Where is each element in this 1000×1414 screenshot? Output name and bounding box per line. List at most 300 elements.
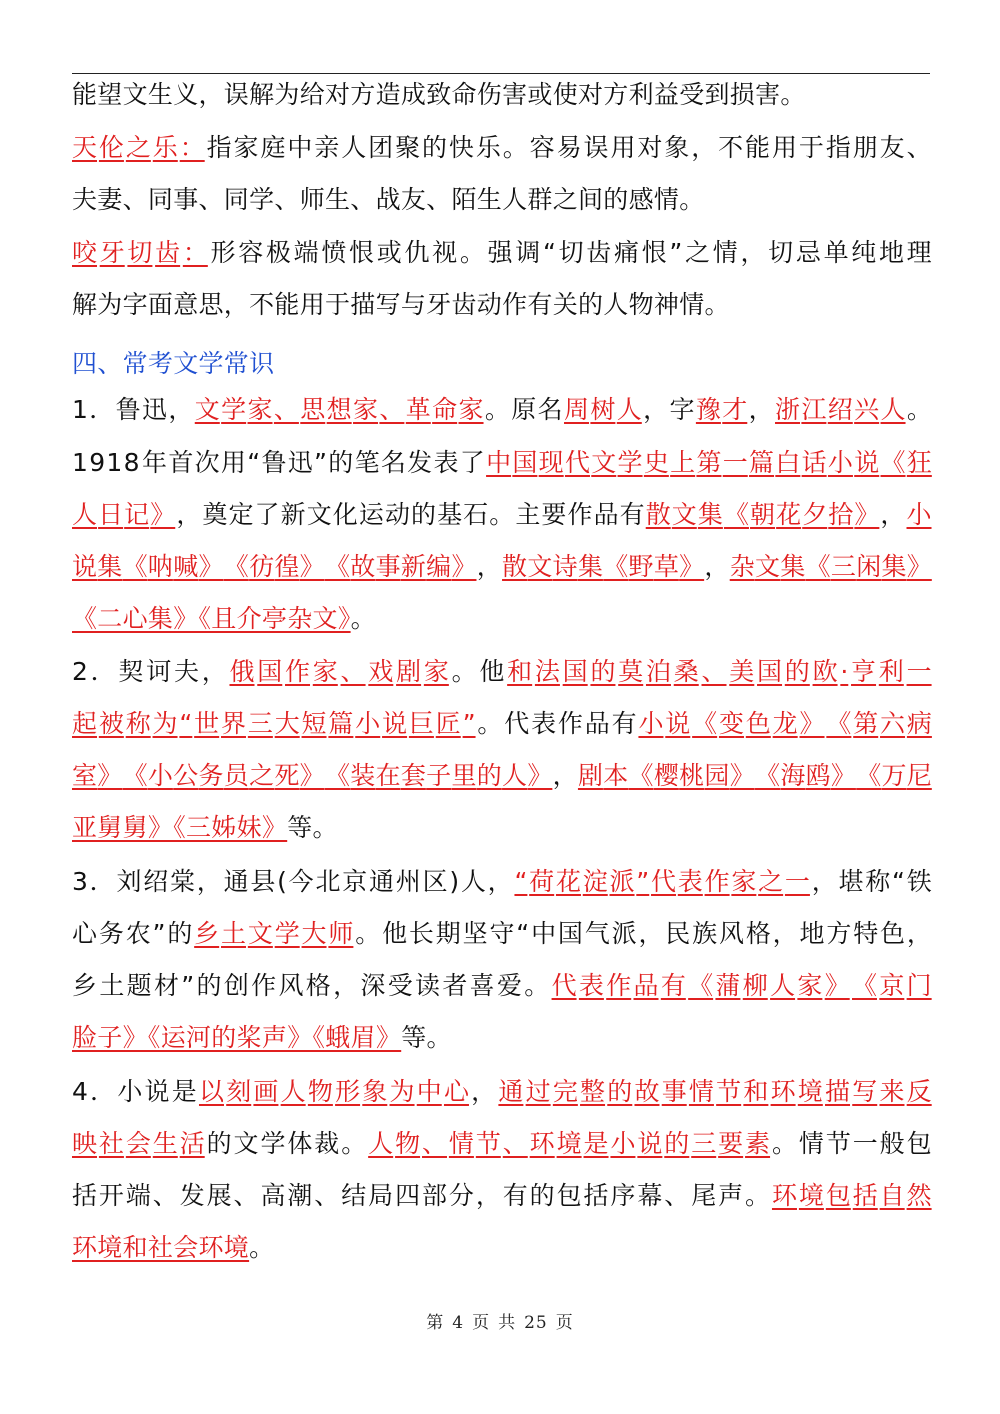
highlighted-term: 上 bbox=[670, 448, 696, 477]
text-segment: ． bbox=[89, 867, 115, 896]
text-segment: ) bbox=[449, 867, 460, 896]
text-segment: 迅 bbox=[287, 448, 313, 477]
text-segment: ， bbox=[643, 395, 669, 424]
text-segment: 特 bbox=[853, 919, 879, 948]
highlighted-term: 俄 bbox=[229, 657, 255, 686]
text-segment: 他 bbox=[479, 657, 505, 686]
text-segment: ， bbox=[176, 500, 202, 529]
text-segment: 人 bbox=[341, 133, 367, 162]
highlighted-term: 是 bbox=[583, 1129, 609, 1158]
text-segment: 指 bbox=[825, 133, 851, 162]
text-segment: 要 bbox=[541, 500, 567, 529]
text-segment: 恨 bbox=[641, 238, 667, 267]
highlighted-term: 闲 bbox=[856, 552, 882, 581]
highlighted-term: 海 bbox=[780, 761, 806, 790]
text-segment: 地 bbox=[799, 919, 825, 948]
text-segment: 鲁 bbox=[115, 395, 141, 424]
text-segment: ， bbox=[475, 1181, 501, 1210]
highlighted-term: 故 bbox=[634, 1077, 660, 1106]
text-segment: 通 bbox=[369, 867, 395, 896]
text-segment: 纯 bbox=[851, 238, 877, 267]
highlighted-term: 鸥 bbox=[805, 761, 831, 790]
highlighted-term: 狂 bbox=[906, 448, 932, 477]
highlighted-term: 夕 bbox=[802, 500, 828, 529]
highlighted-term: 乐 bbox=[152, 133, 178, 162]
text-segment: 象 bbox=[664, 133, 690, 162]
text-segment: 声 bbox=[718, 1181, 744, 1210]
highlighted-term: 第 bbox=[696, 448, 722, 477]
highlighted-term: 家 bbox=[423, 657, 449, 686]
highlighted-term: 装 bbox=[350, 761, 376, 790]
text-segment: 的 bbox=[328, 448, 354, 477]
text-segment: 代 bbox=[504, 709, 530, 738]
text-segment: 有 bbox=[502, 1181, 528, 1210]
text-segment: 农 bbox=[125, 919, 151, 948]
text-segment: 节 bbox=[825, 1129, 851, 1158]
highlighted-term: 境 bbox=[797, 1077, 823, 1106]
text-segment: “ bbox=[247, 448, 261, 477]
text-segment: 局 bbox=[368, 1181, 394, 1210]
highlighted-term: 人 bbox=[72, 500, 98, 529]
highlighted-term: 活 bbox=[179, 1129, 205, 1158]
highlighted-term: 齿 bbox=[155, 238, 181, 267]
highlighted-term: 》 bbox=[729, 761, 755, 790]
highlighted-term: 野 bbox=[628, 552, 654, 581]
highlighted-term: 套 bbox=[400, 761, 426, 790]
highlighted-term: 彷 bbox=[249, 552, 275, 581]
highlighted-term: 、 bbox=[502, 1129, 528, 1158]
highlighted-term: 家 bbox=[353, 395, 379, 424]
text-segment: 恨 bbox=[349, 238, 375, 267]
highlighted-term: “ bbox=[179, 709, 193, 738]
text-segment: 。 bbox=[524, 971, 550, 1000]
highlighted-term: 一 bbox=[722, 448, 748, 477]
text-segment: 说 bbox=[144, 1077, 170, 1106]
text-segment: ． bbox=[90, 1077, 116, 1106]
text-segment: 团 bbox=[368, 133, 394, 162]
text-segment: 等。 bbox=[401, 1023, 452, 1052]
text-line bbox=[72, 547, 932, 587]
text-line bbox=[72, 75, 932, 115]
text-segment: 。 bbox=[477, 709, 503, 738]
text-segment: 是 bbox=[171, 1077, 197, 1106]
highlighted-term: 大 bbox=[301, 919, 327, 948]
highlighted-term: 一 bbox=[784, 867, 810, 896]
highlighted-term: 史 bbox=[643, 448, 669, 477]
footer-page-word: 页 bbox=[472, 1313, 491, 1333]
highlighted-term: 才 bbox=[722, 395, 748, 424]
text-segment: 州 bbox=[395, 867, 421, 896]
text-segment: 称 bbox=[865, 867, 891, 896]
highlighted-term: 《 bbox=[324, 761, 350, 790]
highlighted-term: 白 bbox=[775, 448, 801, 477]
text-segment: 心 bbox=[72, 919, 98, 948]
text-segment: 色 bbox=[880, 919, 906, 948]
text-segment: 运 bbox=[358, 500, 384, 529]
highlighted-term: 第 bbox=[853, 709, 879, 738]
highlighted-term: 中 bbox=[416, 1077, 442, 1106]
highlighted-term: 、 bbox=[421, 1129, 447, 1158]
highlighted-term: 环境和社会环境 bbox=[72, 1233, 250, 1262]
highlighted-term: 的 bbox=[664, 1129, 690, 1158]
highlighted-term: 思 bbox=[300, 395, 326, 424]
text-line bbox=[72, 443, 932, 483]
text-segment: 基 bbox=[437, 500, 463, 529]
highlighted-term: 》 bbox=[97, 761, 123, 790]
highlighted-term: 散 bbox=[502, 552, 528, 581]
text-segment: 、 bbox=[664, 1181, 690, 1210]
text-line bbox=[72, 1176, 932, 1216]
text-segment: 新 bbox=[280, 500, 306, 529]
highlighted-term: 学 bbox=[221, 395, 247, 424]
text-segment: 容 bbox=[529, 133, 555, 162]
text-segment: 愤 bbox=[321, 238, 347, 267]
highlighted-term: 》 bbox=[451, 552, 477, 581]
text-segment: ， bbox=[552, 761, 578, 790]
text-segment: ， bbox=[880, 500, 906, 529]
highlighted-term: 拾 bbox=[828, 500, 854, 529]
highlighted-term: 作 bbox=[704, 867, 730, 896]
highlighted-term: 代 bbox=[564, 448, 590, 477]
highlighted-term: 之 bbox=[125, 133, 151, 162]
highlighted-term: 之 bbox=[758, 867, 784, 896]
highlighted-term: 自 bbox=[879, 1181, 905, 1210]
text-segment: 作 bbox=[251, 971, 277, 1000]
highlighted-term: 草 bbox=[653, 552, 679, 581]
text-segment: ， bbox=[704, 552, 730, 581]
highlighted-term: ： bbox=[179, 133, 205, 162]
highlighted-term: 画 bbox=[253, 1077, 279, 1106]
highlighted-term: 社 bbox=[98, 1129, 124, 1158]
highlighted-term: 编 bbox=[426, 552, 452, 581]
highlighted-term: 包 bbox=[825, 1181, 851, 1210]
text-segment: “ bbox=[542, 238, 556, 267]
highlighted-term: 人 bbox=[368, 1129, 394, 1158]
text-segment: 9 bbox=[89, 448, 106, 477]
text-segment: 年 bbox=[142, 448, 168, 477]
footer-total-pages: 25 bbox=[524, 1313, 548, 1333]
highlighted-term: 节 bbox=[716, 1077, 742, 1106]
highlighted-term: 新 bbox=[400, 552, 426, 581]
highlighted-term: 泊 bbox=[645, 657, 671, 686]
highlighted-term: 映 bbox=[72, 1129, 98, 1158]
text-line bbox=[72, 180, 932, 220]
highlighted-term: 》 bbox=[527, 761, 553, 790]
highlighted-term: 命 bbox=[432, 395, 458, 424]
highlighted-term: 》 bbox=[299, 552, 325, 581]
text-segment: 括 bbox=[583, 1181, 609, 1210]
highlighted-term: 的 bbox=[784, 657, 810, 686]
highlighted-term: 门 bbox=[906, 971, 932, 1000]
text-segment: 表 bbox=[531, 709, 557, 738]
highlighted-term: 里 bbox=[451, 761, 477, 790]
highlighted-term: 完 bbox=[552, 1077, 578, 1106]
text-segment: 易 bbox=[556, 133, 582, 162]
text-segment: 文 bbox=[233, 1129, 259, 1158]
text-segment: 发 bbox=[407, 448, 433, 477]
highlighted-term: 》 bbox=[824, 971, 850, 1000]
highlighted-term: 小 bbox=[906, 500, 932, 529]
text-segment: 不 bbox=[718, 133, 744, 162]
highlighted-term: 国 bbox=[512, 448, 538, 477]
highlighted-term: 六 bbox=[880, 709, 906, 738]
text-segment: 爱 bbox=[496, 971, 522, 1000]
document-body bbox=[72, 0, 932, 1414]
highlighted-term: 素 bbox=[745, 1129, 771, 1158]
text-segment: 中 bbox=[531, 919, 557, 948]
highlighted-term: 为 bbox=[389, 1077, 415, 1106]
text-segment: 务 bbox=[98, 919, 124, 948]
highlighted-term: 过 bbox=[525, 1077, 551, 1106]
text-segment: 包 bbox=[556, 1181, 582, 1210]
highlighted-term: 文 bbox=[527, 552, 553, 581]
highlighted-term: 集 bbox=[97, 552, 123, 581]
highlighted-term: 的 bbox=[607, 1077, 633, 1106]
highlighted-term: ” bbox=[636, 867, 650, 896]
highlighted-term: 》 bbox=[830, 761, 856, 790]
text-segment: 通 bbox=[223, 867, 249, 896]
highlighted-term: 生 bbox=[152, 1129, 178, 1158]
text-segment: 一 bbox=[852, 1129, 878, 1158]
text-segment: 发 bbox=[179, 1181, 205, 1210]
highlighted-term: 形 bbox=[335, 1077, 361, 1106]
highlighted-term: 家 bbox=[797, 971, 823, 1000]
text-segment: 格 bbox=[305, 971, 331, 1000]
text-segment: 中 bbox=[287, 133, 313, 162]
highlighted-term: 写 bbox=[852, 1077, 878, 1106]
text-segment: 的 bbox=[421, 133, 447, 162]
text-segment: 派 bbox=[611, 919, 637, 948]
highlighted-term: 文 bbox=[591, 448, 617, 477]
text-segment: 题 bbox=[126, 971, 152, 1000]
text-segment: 化 bbox=[332, 500, 358, 529]
highlighted-term: 物 bbox=[307, 1077, 333, 1106]
text-segment: 忌 bbox=[795, 238, 821, 267]
text-segment: 动 bbox=[384, 500, 410, 529]
text-segment: 强 bbox=[487, 238, 513, 267]
text-segment: 族 bbox=[692, 919, 718, 948]
highlighted-term: 》 bbox=[799, 709, 825, 738]
text-segment: 极 bbox=[265, 238, 291, 267]
highlighted-term: 描 bbox=[825, 1077, 851, 1106]
text-segment: 序 bbox=[610, 1181, 636, 1210]
text-segment: 石 bbox=[463, 500, 489, 529]
highlighted-term: 集 bbox=[697, 500, 723, 529]
text-segment: 长 bbox=[408, 919, 434, 948]
highlighted-term: 柳 bbox=[742, 971, 768, 1000]
text-segment: 名 bbox=[380, 448, 406, 477]
text-segment: 端 bbox=[293, 238, 319, 267]
text-segment: 。 bbox=[355, 919, 381, 948]
text-segment: 方 bbox=[826, 919, 852, 948]
highlighted-term: 表 bbox=[677, 867, 703, 896]
highlighted-term: 室 bbox=[72, 761, 98, 790]
text-segment: ” bbox=[181, 971, 195, 1000]
highlighted-term: 反 bbox=[906, 1077, 932, 1106]
highlighted-term: 环 bbox=[770, 1077, 796, 1106]
highlighted-term: 记 bbox=[124, 500, 150, 529]
text-segment: 深 bbox=[360, 971, 386, 1000]
text-segment: 京 bbox=[342, 867, 368, 896]
highlighted-term: 《 bbox=[122, 552, 148, 581]
text-segment: 之 bbox=[685, 238, 711, 267]
text-segment: 8 bbox=[123, 448, 140, 477]
highlighted-term: 人 bbox=[770, 971, 796, 1000]
text-line bbox=[72, 966, 932, 1006]
text-segment: ( bbox=[277, 867, 287, 896]
highlighted-term: 牙 bbox=[99, 238, 125, 267]
highlighted-term: 代 bbox=[551, 971, 577, 1000]
text-segment: 守 bbox=[489, 919, 515, 948]
text-segment: 包 bbox=[906, 1129, 932, 1158]
text-segment: 尾 bbox=[691, 1181, 717, 1210]
highlighted-term: 》 bbox=[906, 552, 932, 581]
text-segment: 的 bbox=[167, 919, 193, 948]
highlighted-term: 兴 bbox=[854, 395, 880, 424]
text-segment: 了 bbox=[459, 448, 485, 477]
text-segment: 国 bbox=[557, 919, 583, 948]
text-segment: 能望文生义，误解为给对方造成致命伤害或使对方利益受到损害。 bbox=[72, 80, 806, 109]
text-segment: 有 bbox=[611, 709, 637, 738]
text-segment: 1 bbox=[106, 448, 123, 477]
highlighted-term: 三 bbox=[247, 709, 273, 738]
text-segment: 创 bbox=[223, 971, 249, 1000]
text-segment: 堪 bbox=[838, 867, 864, 896]
highlighted-term: 剧 bbox=[396, 657, 422, 686]
text-segment: 等。 bbox=[287, 813, 338, 842]
text-segment: 高 bbox=[260, 1181, 286, 1210]
text-segment: 材 bbox=[153, 971, 179, 1000]
highlighted-term: 和 bbox=[507, 657, 533, 686]
highlighted-term: 浙 bbox=[775, 395, 801, 424]
text-line bbox=[72, 128, 932, 168]
highlighted-term: 亨 bbox=[851, 657, 877, 686]
highlighted-term: 作 bbox=[285, 657, 311, 686]
highlighted-term: 篇 bbox=[328, 709, 354, 738]
highlighted-term: 利 bbox=[878, 657, 904, 686]
highlighted-term: 称 bbox=[125, 709, 151, 738]
highlighted-term: 说 bbox=[665, 709, 691, 738]
highlighted-term: 要 bbox=[718, 1129, 744, 1158]
highlighted-term: 大 bbox=[274, 709, 300, 738]
highlighted-term: 莫 bbox=[618, 657, 644, 686]
highlighted-term: 色 bbox=[745, 709, 771, 738]
text-segment: 朋 bbox=[852, 133, 878, 162]
highlighted-term: 界 bbox=[221, 709, 247, 738]
text-segment: 聚 bbox=[395, 133, 421, 162]
text-segment: 他 bbox=[382, 919, 408, 948]
text-segment: 风 bbox=[278, 971, 304, 1000]
highlighted-term: 在 bbox=[375, 761, 401, 790]
highlighted-term: 《 bbox=[723, 500, 749, 529]
text-segment: 仇 bbox=[404, 238, 430, 267]
text-line bbox=[72, 914, 932, 954]
text-segment: 括 bbox=[72, 1181, 98, 1210]
text-segment: 乐 bbox=[475, 133, 501, 162]
text-segment: 裁 bbox=[314, 1129, 340, 1158]
text-segment: 棠 bbox=[170, 867, 196, 896]
highlighted-term: 《 bbox=[880, 448, 906, 477]
highlighted-term: 表 bbox=[578, 971, 604, 1000]
highlighted-term: 说 bbox=[382, 709, 408, 738]
highlighted-term: ： bbox=[182, 238, 208, 267]
highlighted-term: 乡 bbox=[194, 919, 220, 948]
text-segment: 1 bbox=[72, 395, 88, 424]
highlighted-term: 花 bbox=[776, 500, 802, 529]
highlighted-term: 品 bbox=[633, 971, 659, 1000]
highlighted-term: 呐 bbox=[147, 552, 173, 581]
highlighted-term: 《 bbox=[852, 971, 878, 1000]
highlighted-term: 师 bbox=[328, 919, 354, 948]
text-segment: 庭 bbox=[260, 133, 286, 162]
text-segment: 2 bbox=[72, 657, 88, 686]
text-segment: 。 bbox=[341, 1129, 367, 1158]
highlighted-term: 三 bbox=[830, 552, 856, 581]
highlighted-term: 《 bbox=[692, 709, 718, 738]
highlighted-term: 荷 bbox=[529, 867, 555, 896]
highlighted-term: 事 bbox=[661, 1077, 687, 1106]
text-segment: 喜 bbox=[469, 971, 495, 1000]
highlighted-term: 日 bbox=[98, 500, 124, 529]
text-segment: 切 bbox=[558, 238, 584, 267]
highlighted-term: 匠 bbox=[435, 709, 461, 738]
highlighted-term: 蒲 bbox=[715, 971, 741, 1000]
text-segment: 用 bbox=[220, 448, 246, 477]
highlighted-term: 天 bbox=[72, 133, 98, 162]
highlighted-term: 集 bbox=[780, 552, 806, 581]
highlighted-term: 诗 bbox=[552, 552, 578, 581]
highlighted-term: 花 bbox=[555, 867, 581, 896]
text-segment: 定 bbox=[228, 500, 254, 529]
text-segment: ． bbox=[89, 395, 115, 424]
highlighted-term: 环 bbox=[529, 1129, 555, 1158]
highlighted-term: 、 bbox=[273, 395, 299, 424]
highlighted-term: 之 bbox=[249, 761, 275, 790]
text-segment: 结 bbox=[341, 1181, 367, 1210]
text-segment: 小 bbox=[117, 1077, 143, 1106]
text-segment: 。 bbox=[484, 395, 510, 424]
text-segment: 用 bbox=[771, 133, 797, 162]
highlighted-term: 死 bbox=[274, 761, 300, 790]
highlighted-term: 为 bbox=[152, 709, 178, 738]
highlighted-term: 子 bbox=[426, 761, 452, 790]
highlighted-term: 小 bbox=[638, 709, 664, 738]
text-segment: 分 bbox=[448, 1181, 474, 1210]
highlighted-term: 文 bbox=[755, 552, 781, 581]
highlighted-term: 学 bbox=[617, 448, 643, 477]
highlighted-term: 通 bbox=[498, 1077, 524, 1106]
highlighted-term: 一 bbox=[906, 657, 932, 686]
highlighted-term: 亚舅舅》《三姊妹》 bbox=[72, 813, 288, 842]
highlighted-term: 《二心集》《且介亭杂文》 bbox=[72, 604, 351, 633]
highlighted-term: 《 bbox=[603, 552, 629, 581]
text-segment: 展 bbox=[206, 1181, 232, 1210]
text-segment: ， bbox=[772, 919, 798, 948]
highlighted-term: 节 bbox=[475, 1129, 501, 1158]
text-segment: 有 bbox=[619, 500, 645, 529]
text-segment: ， bbox=[740, 238, 766, 267]
highlighted-term: 境 bbox=[798, 1181, 824, 1210]
highlighted-term: 》 bbox=[198, 552, 224, 581]
highlighted-term: 《 bbox=[755, 761, 781, 790]
text-segment: 文 bbox=[306, 500, 332, 529]
highlighted-term: 篇 bbox=[749, 448, 775, 477]
text-line bbox=[72, 1018, 932, 1058]
text-segment: 4 bbox=[72, 1077, 88, 1106]
highlighted-term: 整 bbox=[580, 1077, 606, 1106]
text-segment: 气 bbox=[584, 919, 610, 948]
text-segment: 作 bbox=[567, 500, 593, 529]
